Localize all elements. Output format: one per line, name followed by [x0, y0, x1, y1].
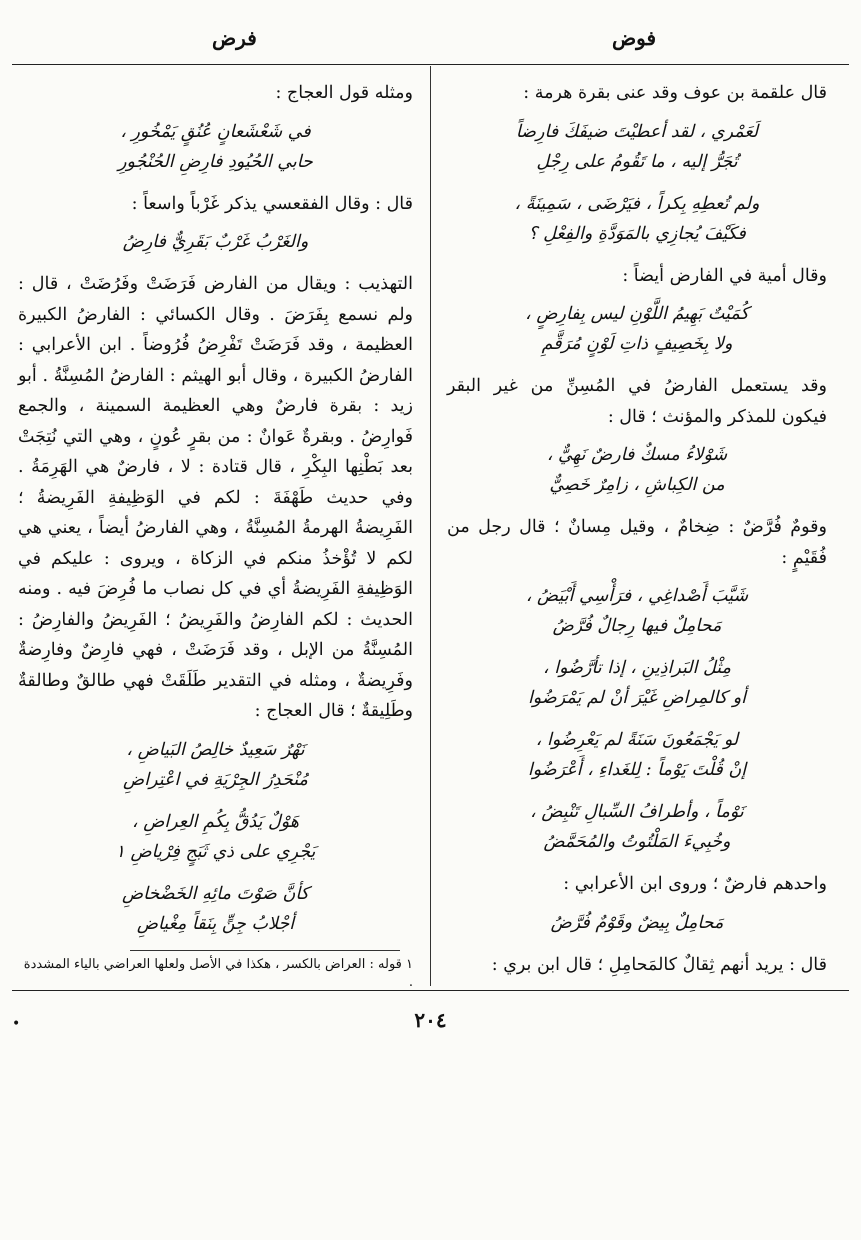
verse-line: إنْ قُلْتَ يَوْماً : لِلغَداءِ ، أَعْرَضُوا [527, 760, 747, 780]
verse-line: ولا بِخَصِيفٍ ذاتِ لَوْنٍ مُرَقَّمِ [541, 334, 733, 354]
verse-block [447, 725, 827, 785]
text-paragraph: وقومٌ فُرَّضٌ : ضِخامٌ ، وقيل مِسانٌ ؛ قال رجل من فُقَيْمٍ : [447, 517, 827, 568]
verse-line: شَيَّبَ أَصْداغِي ، فرَأْسِي أَبْيَضُ ، [525, 586, 749, 606]
verse-line: كأنَّ صَوْتَ مائِهِ الخَضْخاضِ [122, 883, 309, 904]
text-paragraph: وقد يستعمل الفارضُ في المُسِنِّ من غير البقر فيكون للمذكر والمؤنث ؛ قال : [447, 376, 827, 427]
verse-block [447, 117, 827, 177]
column-divider [430, 66, 431, 986]
verse-block [447, 653, 827, 713]
verse-block [447, 440, 827, 500]
text-paragraph: وقال أمية في الفارض أيضاً : [622, 265, 827, 286]
text-paragraph: ومثله قول العجاج : [275, 83, 413, 103]
verse-line: أو كالمِراضِ غَيْرَ أنْ لم يَمْرَضُوا [527, 688, 747, 708]
verse-line: مِثْلُ البَراذِينِ ، إذا تأرَّضُوا ، [543, 658, 731, 678]
verse-line: فكَيْفَ يُجازِي بالمَوَدَّةِ والفِعْلِ ؟ [528, 223, 746, 244]
right-column [447, 78, 827, 988]
page-number: ٢٠٤ [414, 1008, 447, 1032]
verse-line: مُنْحَدِرُ الجِرْيَةِ في اعْتِراضِ [123, 769, 308, 790]
verse-line: شَوْلاءُ مسكٌ فارضٌ نَهِيٌّ ، [546, 445, 728, 465]
verse-block [18, 807, 413, 867]
text-paragraph: التهذيب : ويقال من الفارض فَرَضَتْ وفَرُضَتْ ، قال : ولم نسمع بِفَرَضَ . وقال الكسائي : الفارضُ الكبيرة العظيمة ، وقد فَرَضَتْ تَفْرِضُ فُرُوضاً . ابن الأعرابي : الفارضُ الكبيرة ، وقال أبو الهيثم : الفارضُ المُسِنَّةُ . أبو زيد : بقرة فارضٌ وهي العظيمة السمينة ، والجمع فَوارِضُ . وبقرةٌ عَوانٌ : من بقرٍ عُونٍ ، وهي التي نُتِجَتْ بعد بَطْنِها البِكْرِ ، قال قتادة : لا ، فارضٌ هي الهَرِمَةُ . وفي حديث طَهْفَةَ : لكم في الوَظِيفةِ الفَرِيضةُ ؛ الفَرِيضةُ الهرمةُ المُسِنَّةُ ، وهي الفارضُ أيضاً ، يعني هي لكم لا تُؤْخذُ منكم في الزكاة ، ويروى : عليكم في الوَظِيفةِ الفَرِيضةُ أي في كل نصاب ما فُرِضَ فيه . ومنه الحديث : لكم الفارِضُ والفَرِيضُ ؛ الفَرِيضُ والفارِضُ : المُسِنَّةُ من الإبل ، وقد فَرَضَتْ ، فهي فارِضٌ وفارِضةٌ وفَرِيضةٌ ، ومثله في التقدير طَلَقَتْ فهي طالقٌ وطالقةٌ وطَلِيقةٌ ؛ قال العجاج : [18, 274, 413, 721]
left-column [18, 78, 413, 951]
verse-line: والغَرْبُ غَرْبٌ بَقَرِيٌّ فارِضُ [122, 232, 309, 252]
verse-block [447, 299, 827, 359]
verse-block [447, 189, 827, 249]
verse-line: نَوْماً ، وأطرافُ السِّبالِ تَنْبِضُ ، [530, 802, 744, 822]
verse-line: نَهْرٌ سَعِيدٌ خالِصُ البَياضِ ، [126, 739, 305, 760]
verse-line: من الكِباشِ ، زامِرٌ خَصِيٌّ [549, 475, 725, 495]
verse-block [18, 879, 413, 939]
verse-line: هَوْلٌ يَدُقُّ بِكُمِ العِراضِ ، [131, 811, 299, 832]
verse-block [18, 227, 413, 257]
verse-line: حابي الحُيُودِ فارِضِ الحُنْجُورِ [118, 151, 313, 172]
verse-line: مَحامِلٌ فيها رِجالٌ فُرَّضُ [552, 616, 722, 636]
text-paragraph: قال : يريد أنهم ثِقالٌ كالمَحامِلِ ؛ قال ابن بري : [491, 954, 827, 975]
verse-block [18, 735, 413, 795]
footnote-rule [130, 950, 400, 951]
verse-line: مَحامِلٌ بِيضٌ وقَوْمٌ فُرَّضُ [550, 912, 724, 933]
text-paragraph: قال : وقال الفقعسي يذكر غَرْباً واسعاً : [131, 193, 413, 214]
verse-block [447, 797, 827, 857]
top-rule [12, 64, 849, 65]
verse-line: تُجَرُّ إليه ، ما تَقُومُ على رِجْلِ [536, 151, 738, 172]
verse-line: ولم تُعطِهِ بِكراً ، فيَرْضَى ، سَمِينَةً ، [514, 193, 760, 214]
header-word-left: فرض [212, 26, 257, 50]
bottom-rule [12, 990, 849, 991]
verse-block [18, 117, 413, 177]
verse-line: كُمَيْتٌ بَهِيمُ اللَّوْنِ ليس بِفارِضٍ ، [525, 304, 749, 324]
verse-line: لَعَمْري ، لقد أعطيْتَ ضيفَكَ فارِضاً [515, 121, 759, 142]
corner-mark: • [12, 1016, 21, 1032]
verse-block [447, 581, 827, 641]
verse-line: في شَعْشَعانٍ عُنُقٍ يَمْخُورِ ، [120, 121, 311, 142]
verse-line: أجْلابُ جِنٍّ بِنَقاً مِغْياضِ [136, 913, 295, 934]
verse-line: وخُبِيءَ المَلْتُوتُ والمُحَمَّضُ [543, 832, 731, 852]
text-paragraph: واحدهم فارضٌ ؛ وروى ابن الأعرابي : [563, 874, 827, 894]
footnote: ١ قوله : العراض بالكسر ، هكذا في الأصل ولعلها العراضي بالياء المشددة . [23, 957, 413, 990]
verse-line: لو يَجْمَعُونَ سَنَةً لم يَعْرِضُوا ، [535, 730, 739, 750]
verse-block [447, 908, 827, 938]
verse-line: يَجْرِي على ذي ثَبَجٍ فِرْياضِ ١ [115, 841, 316, 862]
text-paragraph: قال علقمة بن عوف وقد عنى بقرة هرمة : [523, 83, 827, 103]
header-word-right: فوض [612, 26, 657, 50]
